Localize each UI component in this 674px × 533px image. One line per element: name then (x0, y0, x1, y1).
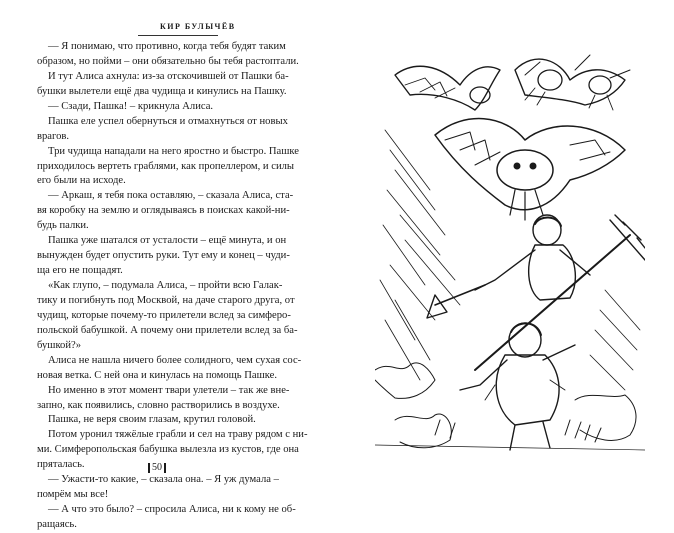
page-number-value: 50 (152, 462, 162, 473)
text-line: образом, но пойми – они обязательно бы тебя растоптали. (37, 55, 299, 67)
body-text (37, 40, 325, 533)
text-line: ми. Симферопольская бабушка вылезла из кустов, где она (37, 444, 299, 456)
text-line: будь палки. (37, 220, 89, 232)
left-page (0, 0, 337, 530)
text-line: И тут Алиса ахнула: из-за отскочившей от Пашки ба- (48, 70, 289, 82)
text-line: Пашка уже шатался от усталости – ещё минута, и он (48, 235, 287, 247)
text-line: вя коробку на землю и оглядываясь в поисках какой-ни- (37, 205, 290, 217)
text-line: Три чудища нападали на него яростно и быстро. Пашке (48, 145, 299, 157)
text-line: — Ужасти-то какие, – сказала она. – Я уж думала – (48, 474, 279, 486)
text-line: бушки вылетели ещё два чудища и кинулись на Пашку. (37, 85, 287, 97)
text-line: пряталась. (37, 459, 85, 471)
text-line: чудищ, которые почему-то прилетели вслед за симферо- (37, 309, 291, 321)
text-line: ращаясь. (37, 519, 77, 530)
bat-creature-top-left (395, 66, 500, 110)
text-line: врагов. (37, 130, 70, 142)
text-line: польской бабушкой. А почему они прилетели вслед за ба- (37, 324, 298, 336)
boy-with-shovel (427, 215, 590, 318)
text-line: «Как глупо, – подумала Алиса, – пройти всю Галак- (48, 280, 283, 291)
folio-bar-left (148, 463, 150, 473)
text-line: его были на исходе. (37, 175, 126, 187)
text-line: запно, как появились, словно растворились в воздухе. (37, 399, 280, 411)
bat-creature-center (435, 119, 625, 220)
text-line: Но именно в этот момент твари улетели – так же вне- (48, 384, 290, 396)
text-line: ща его не пощадят. (37, 265, 123, 277)
running-head-rule (138, 35, 218, 36)
right-page (337, 0, 674, 506)
rake (475, 215, 645, 370)
text-line: Пашка еле успел обернуться и отмахнуться от новых (48, 115, 288, 127)
hatching-left (380, 130, 460, 380)
boy-with-rake (460, 323, 575, 450)
running-head: КИР БУЛЫЧЁВ (160, 22, 236, 31)
text-line: — А что это было? – спросила Алиса, ни к кому не об- (48, 504, 296, 516)
bushes (375, 363, 645, 450)
text-line: бушкой?» (37, 339, 82, 351)
text-line: тику и погибнуть под Москвой, на даче старого друга, от (37, 294, 295, 306)
illustration (375, 40, 645, 460)
text-line: вынужден будет опустить руки. Тут ему и конец – чуди- (37, 250, 290, 262)
bat-creature-top-right (515, 55, 630, 110)
page-number (146, 462, 168, 473)
hatching-right (590, 290, 640, 390)
text-line: — Я понимаю, что противно, когда тебя будят таким (48, 41, 286, 52)
text-line: — Аркаш, я тебя пока оставляю, – сказала Алиса, ста- (48, 190, 294, 202)
text-line: — Сзади, Пашка! – крикнула Алиса. (48, 100, 214, 112)
folio-bar-right (164, 463, 166, 473)
text-line: Потом уронил тяжёлые грабли и сел на траву рядом с ни- (48, 429, 308, 441)
text-line: приходилось вертеть граблями, как пропеллером, и силы (37, 160, 295, 172)
text-line: Пашка, не веря своим глазам, крутил головой. (48, 414, 256, 426)
text-line: новая ветка. С ней она и кинулась на помощь Пашке. (37, 369, 277, 381)
text-line: помрём мы все! (37, 489, 109, 501)
text-line: Алиса не нашла ничего более солидного, чем сухая сос- (48, 354, 302, 366)
